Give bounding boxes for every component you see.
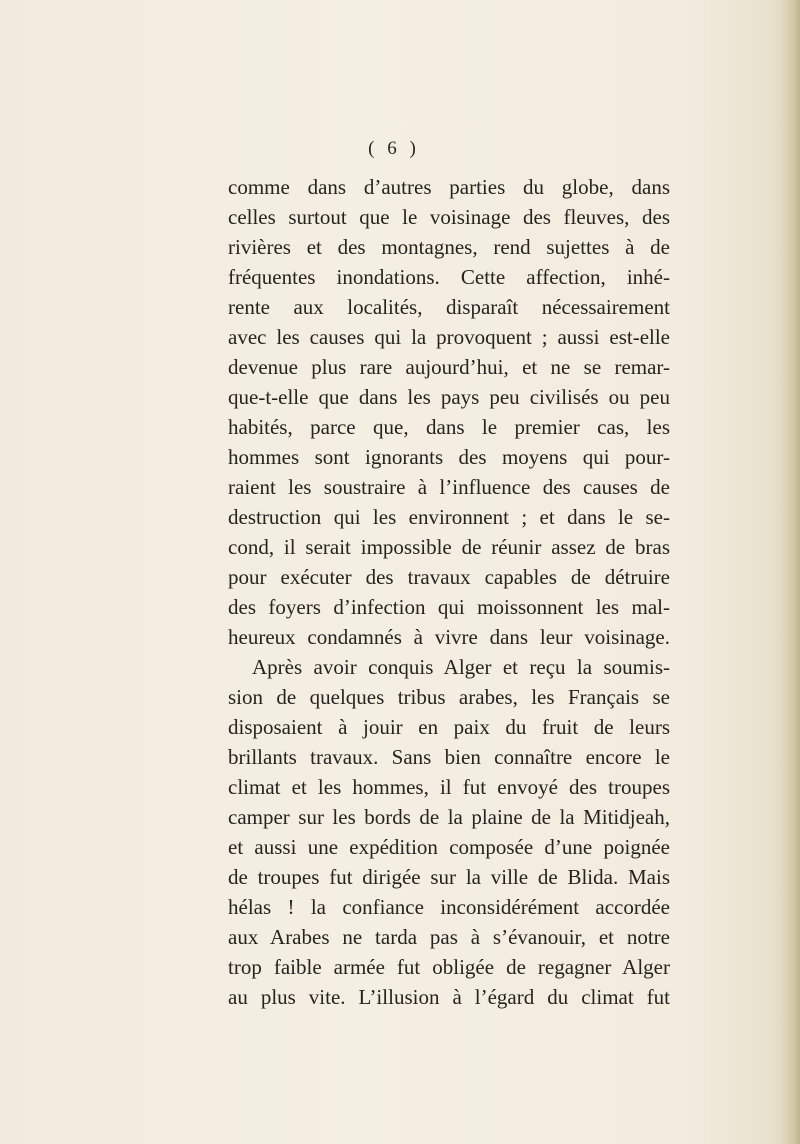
- text-line: devenue plus rare aujourd’hui, et ne se remar-: [228, 355, 670, 379]
- text-line: sion de quelques tribus arabes, les Français se: [228, 685, 670, 709]
- text-line: heureux condamnés à vivre dans leur voisinage.: [228, 625, 670, 649]
- text-line: hélas ! la confiance inconsidérément accordée: [228, 895, 670, 919]
- text-line: Après avoir conquis Alger et reçu la soumis-: [252, 655, 670, 679]
- text-line: trop faible armée fut obligée de regagner Alger: [228, 955, 670, 979]
- text-line: brillants travaux. Sans bien connaître encore le: [228, 745, 670, 769]
- text-line: fréquentes inondations. Cette affection, inhé-: [228, 265, 670, 289]
- text-line: climat et les hommes, il fut envoyé des troupes: [228, 775, 670, 799]
- text-line: des foyers d’infection qui moissonnent les mal-: [228, 595, 670, 619]
- text-line: que-t-elle que dans les pays peu civilisés ou peu: [228, 385, 670, 409]
- text-line: camper sur les bords de la plaine de la Mitidjeah,: [228, 805, 670, 829]
- text-line: au plus vite. L’illusion à l’égard du climat fut: [228, 985, 670, 1009]
- text-line: rivières et des montagnes, rend sujettes à de: [228, 235, 670, 259]
- page-edge-shadow: [782, 0, 800, 1144]
- text-line: disposaient à jouir en paix du fruit de leurs: [228, 715, 670, 739]
- body-text: [228, 172, 670, 1012]
- text-line: celles surtout que le voisinage des fleuves, des: [228, 205, 670, 229]
- text-line: de troupes fut dirigée sur la ville de Blida. Mais: [228, 865, 670, 889]
- text-line: raient les soustraire à l’influence des causes de: [228, 475, 670, 499]
- text-line: destruction qui les environnent ; et dans le se-: [228, 505, 670, 529]
- text-line: et aussi une expédition composée d’une poignée: [228, 835, 670, 859]
- text-line: aux Arabes ne tarda pas à s’évanouir, et notre: [228, 925, 670, 949]
- text-line: comme dans d’autres parties du globe, dans: [228, 175, 670, 199]
- text-line: cond, il serait impossible de réunir assez de bras: [228, 535, 670, 559]
- text-line: rente aux localités, disparaît nécessairement: [228, 295, 670, 319]
- text-line: pour exécuter des travaux capables de détruire: [228, 565, 670, 589]
- text-line: hommes sont ignorants des moyens qui pour-: [228, 445, 670, 469]
- text-line: avec les causes qui la provoquent ; aussi est-elle: [228, 325, 670, 349]
- text-line: habités, parce que, dans le premier cas, les: [228, 415, 670, 439]
- page-number: ( 6 ): [368, 138, 420, 159]
